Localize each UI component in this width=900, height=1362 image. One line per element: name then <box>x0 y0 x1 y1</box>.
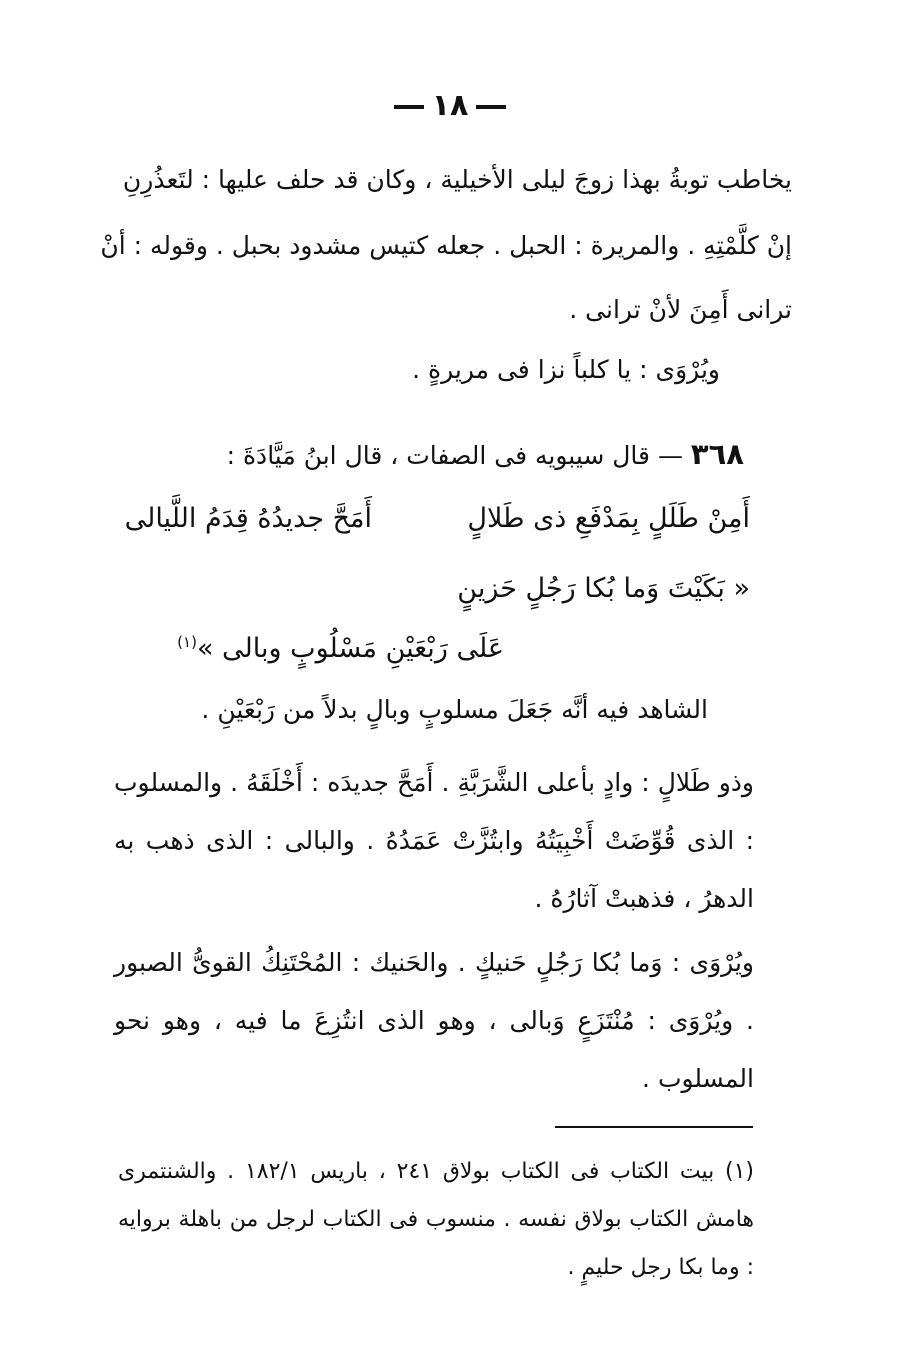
commentary-paragraph-1: وذو طَلالٍ : وادٍ بأعلى الشَّرَبَّةِ . أَمَحَّ جديدَه : أَخْلَقَهُ . والمسلوب : الذى قُوِّضَتْ أَخْبِيَتُهُ وابتُزَّتْ عَمَدُهُ . والبالى : الذى ذهب به الدهرُ ، فذهبتْ آثارُهُ . <box>114 768 754 913</box>
page-number-text: ١٨ <box>431 88 469 123</box>
verse-line-1-second-hemistich: أَمَحَّ جديدُهُ قِدَمُ اللَّيالى <box>124 503 372 534</box>
verse-line-3-text: عَلَى رَبْعَيْنِ مَسْلُوبٍ وبالى » <box>196 633 504 664</box>
intro-line-1: يخاطب توبةُ بهذا زوجَ ليلى الأخيلية ، وكان قد حلف عليها : لتَعذُرِنِ <box>122 165 792 194</box>
page-number-dash-left <box>394 105 424 109</box>
verse-line-3 <box>177 614 504 677</box>
commentary-paragraph-2: ويُرْوَى : وَما بُكا رَجُلٍ حَنيكٍ . والحَنيك : المُحْتَنِكُ القوىُّ الصبور . ويُرْوَى : مُنْتَزَعٍ وَبالى ، وهو الذى انتُزِعَ ما فيه ، وهو نحو المسلوب . <box>114 948 754 1093</box>
page-number <box>0 88 900 123</box>
footnote-separator <box>555 1126 753 1128</box>
verse-line-2: « بَكَيْتَ وَما بُكا رَجُلٍ حَزينٍ <box>457 573 750 604</box>
footnote-reference: (١) <box>177 633 197 651</box>
page-number-dash-right <box>476 105 506 109</box>
entry-dash: — <box>657 441 683 470</box>
intro-line-2: إنْ كلَّمْتِهِ . والمريرة : الحبل . جعله كتيس مشدود بحبل . وقوله : أنْ <box>100 231 792 260</box>
intro-line-3: ترانى أَمِنَ لأنْ ترانى . <box>569 295 792 324</box>
entry-number: ٣٦٨ <box>690 437 744 471</box>
verse-line-1-first-hemistich: أَمِنْ طَلَلٍ بِمَدْفَعِ ذى طَلالٍ <box>467 503 750 534</box>
intro-variant-line: ويُرْوَى : يا كلباً نزا فى مريرةٍ . <box>412 355 720 384</box>
witness-line: الشاهد فيه أنَّه جَعَلَ مسلوبٍ وبالٍ بدلاً من رَبْعَيْنِ . <box>201 695 708 724</box>
footnote-text: (١) بيت الكتاب فى الكتاب بولاق ٢٤١ ، باريس ١٨٢/١ . والشنتمرى هامش الكتاب بولاق نفسه . منسوب فى الكتاب لرجل من باهلة بروايه : وما بكا رجل حليمٍ . <box>118 1159 754 1280</box>
entry-heading <box>227 434 744 476</box>
entry-heading-text: قال سيبويه فى الصفات ، قال ابنُ مَيَّادَةَ : <box>226 441 650 470</box>
